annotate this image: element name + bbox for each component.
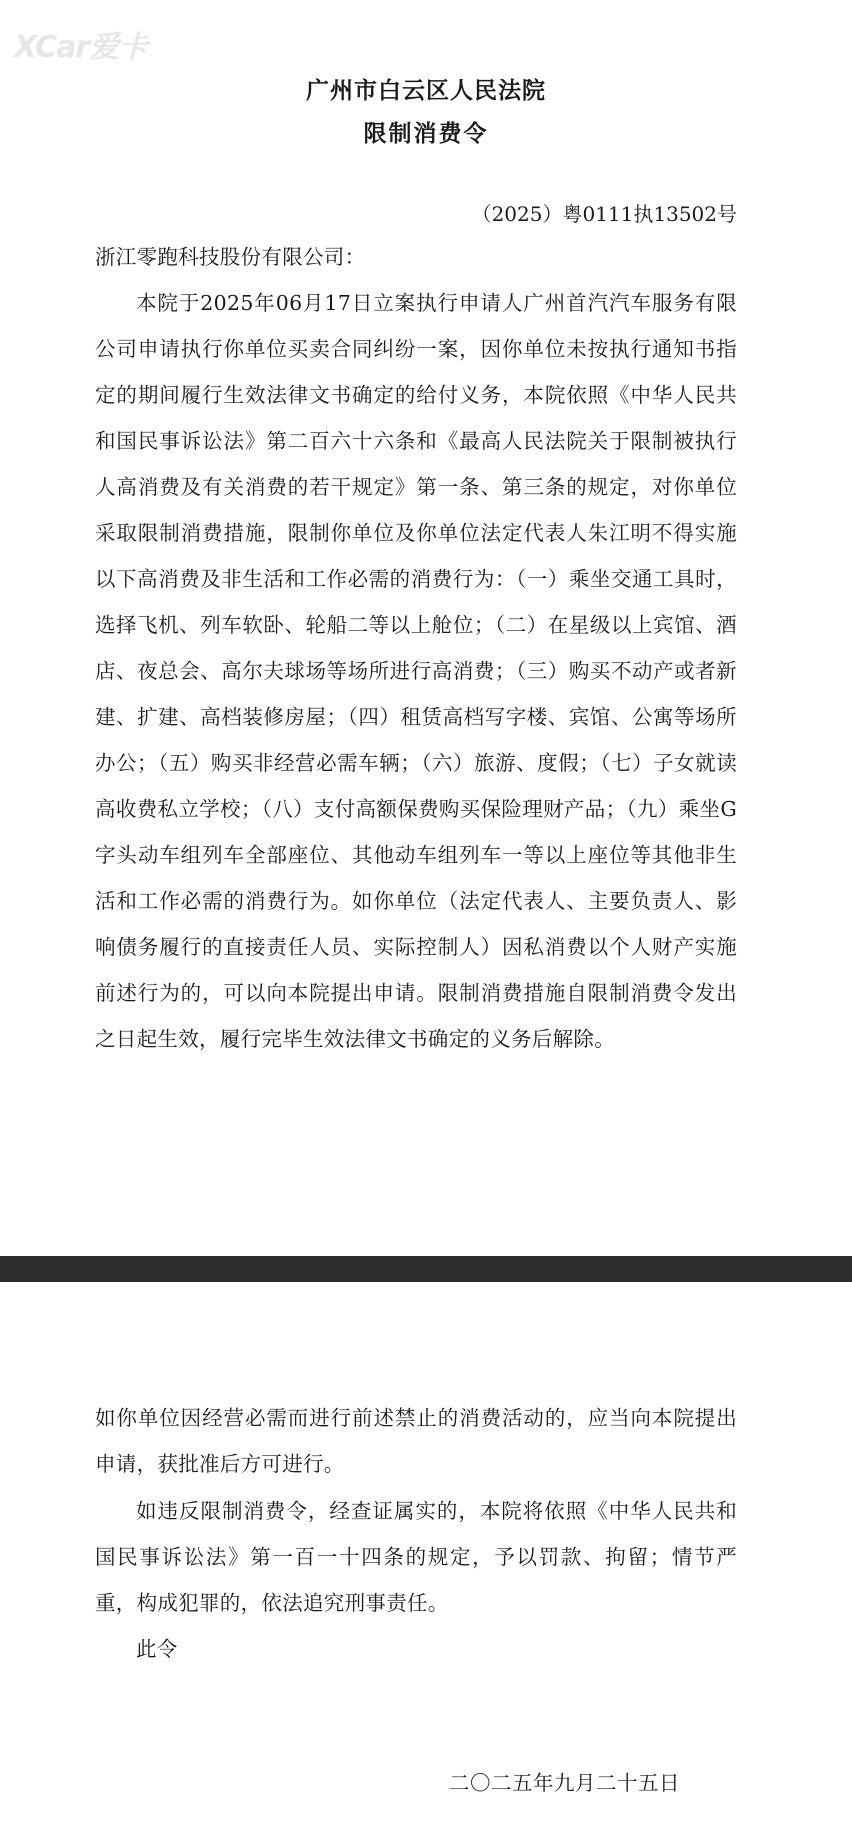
closing-text: 此令	[136, 1637, 178, 1661]
case-number: （2025）粤0111执13502号	[471, 202, 737, 226]
application-paragraph: 如你单位因经营必需而进行前述禁止的消费活动的，应当向本院提出申请，获批准后方可进行。	[95, 1406, 737, 1476]
document-title: 限制消费令	[363, 120, 489, 147]
addressee: 浙江零跑科技股份有限公司：	[95, 245, 366, 269]
main-paragraph: 本院于2025年06月17日立案执行申请人广州首汽汽车服务有限公司申请执行你单位买卖合同纠纷一案，因你单位未按执行通知书指定的期间履行生效法律文书确定的给付义务，本院依照《中华人民共和国民事诉讼法》第二百六十六条和《最高人民法院关于限制被执行人高消费及有关消费的若干规定》第一条、第三条的规定，对你单位采取限制消费措施，限制你单位及你单位法定代表人朱江明不得实施以下高消费及非生活和工作必需的消费行为：（一）乘坐交通工具时，选择飞机、列车软卧、轮船二等以上舱位；（二）在星级以上宾馆、酒店、夜总会、高尔夫球场等场所进行高消费；（三）购买不动产或者新建、扩建、高档装修房屋；（四）租赁高档写字楼、宾馆、公寓等场所办公；（五）购买非经营必需车辆；（六）旅游、度假；（七）子女就读高收费私立学校；（八）支付高额保费购买保险理财产品；（九）乘坐G字头动车组列车全部座位、其他动车组列车一等以上座位等其他非生活和工作必需的消费行为。如你单位（法定代表人、主要负责人、影响债务履行的直接责任人员、实际控制人）因私消费以个人财产实施前述行为的，可以向本院提出申请。限制消费措施自限制消费令发出之日起生效，履行完毕生效法律文书确定的义务后解除。	[95, 291, 737, 1051]
court-name: 广州市白云区人民法院	[306, 77, 546, 104]
penalty-paragraph: 如违反限制消费令，经查证属实的，本院将依照《中华人民共和国民事诉讼法》第一百一十四条的规定，予以罚款、拘留；情节严重，构成犯罪的，依法追究刑事责任。	[95, 1499, 737, 1615]
document-date: 二〇二五年九月二十五日	[449, 1771, 680, 1795]
page-divider	[0, 1256, 852, 1282]
watermark-logo: XCar爱卡	[14, 30, 148, 65]
